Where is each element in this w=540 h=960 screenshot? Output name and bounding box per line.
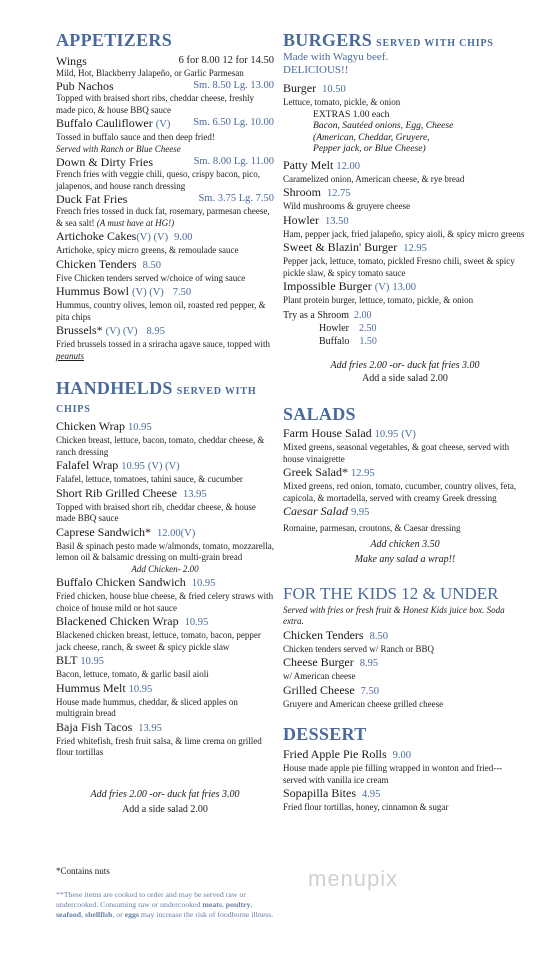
item-name: BLT <box>56 653 78 668</box>
item-desc: Artichoke, spicy micro greens, & remoulade sauce <box>56 245 239 256</box>
menu-item <box>56 323 274 362</box>
item-desc: w/ American cheese <box>283 671 356 682</box>
contains-nuts-note: *Contains nuts <box>56 866 110 876</box>
item-desc: French fries with veggie chili, queso, crispy bacon, pico, jalapenos, and house ranch dressing <box>56 169 260 191</box>
extras-label: EXTRAS 1.00 each <box>313 108 390 120</box>
item-price: 10.50 <box>322 84 346 95</box>
extras-line: Pepper jack, or Blue Cheese) <box>313 143 426 154</box>
allergen-peanuts: peanuts <box>56 350 84 361</box>
menu-item <box>283 81 527 155</box>
item-price: 10.95 <box>184 617 209 629</box>
vegan-tag: (V) <box>155 119 171 131</box>
menu-item <box>56 653 274 681</box>
item-price: 10.95 <box>374 429 399 441</box>
menu-item <box>56 525 274 576</box>
burgers-subtitle: SERVED WITH CHIPS <box>376 38 494 49</box>
item-desc: Topped with braised short ribs, cheddar cheese, freshly made pico, & house BBQ sauce <box>56 93 255 115</box>
item-desc-note: (A must have at HG!) <box>96 217 175 228</box>
salads-title: SALADS <box>283 403 356 424</box>
dessert-section <box>283 724 527 813</box>
item-desc: Mixed greens, red onion, tomato, cucumber, country olives, feta, capicola, & mortadella, served with creamy Greek dressing <box>283 481 517 503</box>
item-price: 13.95 <box>182 488 207 500</box>
add-salad-note: Add a side salad 2.00 <box>122 803 208 815</box>
item-desc: Caramelized onion, American cheese, & rye bread <box>283 173 465 184</box>
item-desc: Basil & spinach pesto made w/almonds, tomato, mozzarella, lemon oil & balsamic dressing on multi-grain bread <box>56 540 274 563</box>
item-name: Impossible Burger <box>283 279 372 293</box>
item-desc-note: Served with Ranch or Blue Cheese <box>56 143 181 154</box>
menu-item <box>283 504 527 535</box>
item-desc: Blackened chicken breast, lettuce, tomato, bacon, pepper jack cheese, ranch, & sweet & spicy pickle slaw <box>56 630 261 652</box>
item-name: Wings <box>56 53 87 68</box>
try-option-price: 2.50 <box>359 322 377 334</box>
vegan-tag: (V) <box>401 429 416 441</box>
vegan-tag: (V) <box>374 282 390 293</box>
add-salad-note: Add a side salad 2.00 <box>362 372 448 384</box>
item-name: Greek Salad* <box>283 465 348 480</box>
item-name: Fried Apple Pie Rolls <box>283 747 387 762</box>
item-name: Buffalo Cauliflower <box>56 116 153 131</box>
menu-item <box>56 284 274 323</box>
item-desc: Bacon, lettuce, tomato, & garlic basil aioli <box>56 669 209 680</box>
item-price: 8.95 <box>359 658 379 670</box>
item-desc: Fried flour tortillas, honey, cinnamon & sugar <box>283 802 449 813</box>
item-desc: Ham, pepper jack, fried jalapeño, spicy aioli, & spicy micro greens <box>283 228 525 239</box>
item-name: Farm House Salad <box>283 426 372 441</box>
item-name: Duck Fat Fries <box>56 192 128 207</box>
item-name: Howler <box>283 212 319 227</box>
item-price: 10.95 <box>127 422 152 434</box>
item-name: Baja Fish Tacos <box>56 719 133 734</box>
menu-item <box>283 683 527 711</box>
try-as-options <box>283 309 527 348</box>
item-name: Caprese Sandwich* <box>56 524 151 539</box>
menu-item <box>56 575 274 614</box>
item-name: Shroom <box>283 185 322 199</box>
item-name: Grilled Cheese <box>283 682 355 697</box>
item-desc: Fried chicken, house blue cheese, & fried celery straws with choice of house mild or hot sauce <box>56 591 274 613</box>
burgers-section <box>283 30 527 384</box>
make-wrap-note: Make any salad a wrap!! <box>354 553 456 565</box>
add-fries-note: Add fries 2.00 -or- duck fat fries 3.00 <box>330 359 480 371</box>
item-name: Sweet & Blazin' Burger <box>283 240 398 254</box>
left-column <box>56 30 274 815</box>
item-name: Blackened Chicken Wrap <box>56 614 179 629</box>
menu-item <box>283 426 527 465</box>
menu-item <box>283 628 527 656</box>
item-price: Sm. 3.75 Lg. 7.50 <box>198 193 274 205</box>
item-desc: Tossed in buffalo sauce and then deep fried! <box>56 132 215 143</box>
menu-item <box>283 747 527 786</box>
item-desc: French fries tossed in duck fat, rosemary, parmesan cheese, & sea salt! <box>56 206 270 228</box>
item-desc: Hummus, country olives, lemon oil, roasted red pepper, & pita chips <box>56 300 266 322</box>
item-name: Short Rib Grilled Cheese <box>56 485 177 500</box>
item-price: Sm. 8.00 Lg. 11.00 <box>193 156 274 168</box>
item-price: 8.50 <box>142 259 161 271</box>
menu-item <box>56 155 274 192</box>
menu-item <box>283 465 527 504</box>
menu-item <box>56 192 274 229</box>
item-price: 12.95 <box>403 243 427 254</box>
menu-item <box>56 458 274 486</box>
kids-note: Served with fries or fresh fruit & Honest Kids juice box. Soda extra. <box>283 604 505 627</box>
handhelds-section <box>56 378 274 815</box>
item-desc: Falafel, lettuce, tomatoes, tahini sauce, & cucumber <box>56 474 243 485</box>
item-price: 12.95 <box>350 468 375 480</box>
vegan-tag: (V) (V) <box>136 232 169 244</box>
item-price: 4.95 <box>362 789 381 801</box>
item-desc: Fried whitefish, fresh fruit salsa, & lime crema on grilled flour tortillas <box>56 735 262 758</box>
menu-item <box>56 116 274 155</box>
item-desc: House made apple pie filling wrapped in wonton and fried--- served with vanilla ice cream <box>283 763 503 785</box>
item-name: Falafel Wrap <box>56 458 119 473</box>
menupix-watermark: menupix <box>308 866 399 891</box>
menu-item <box>56 54 274 80</box>
burgers-title: BURGERS <box>283 30 373 50</box>
item-price: 12.75 <box>327 188 351 199</box>
footnotes <box>56 866 278 920</box>
item-name: Chicken Wrap <box>56 419 125 434</box>
item-price: Sm. 8.50 Lg. 13.00 <box>193 80 274 92</box>
try-option-name: Howler <box>319 322 349 334</box>
item-desc: Chicken tenders served w/ Ranch or BBQ <box>283 643 434 654</box>
disclaimer: **These items are cooked to order and may be served raw or undercooked. Consuming raw or undercooked meats, poultry, seafood, shellfish, or eggs may increase the risk of foodborne illness. <box>56 890 274 919</box>
try-option-name: Buffalo <box>319 335 350 347</box>
menu-item <box>283 185 527 213</box>
item-name: Cheese Burger <box>283 655 354 670</box>
item-price: 10.95 <box>80 656 104 668</box>
item-price: 9.00 <box>174 232 193 244</box>
item-name: Patty Melt <box>283 157 334 172</box>
appetizers-section <box>56 30 274 362</box>
item-price: 8.95 <box>146 326 165 338</box>
item-desc: House made hummus, cheddar, & sliced apples on multigrain bread <box>56 696 238 719</box>
item-price: 10.95 <box>191 578 216 590</box>
item-price: 6 for 8.00 12 for 14.50 <box>178 54 274 66</box>
vegan-tag: (V) (V) <box>105 326 138 338</box>
item-price: 8.50 <box>369 630 388 642</box>
add-chicken-note: Add chicken 3.50 <box>370 538 440 550</box>
item-desc: Plant protein burger, lettuce, tomato, pickle, & onion <box>283 295 474 305</box>
menu-item <box>56 257 274 285</box>
handhelds-subtitle: SERVED WITH CHIPS <box>56 386 257 416</box>
item-price: 13.50 <box>325 215 349 227</box>
menu-item <box>283 158 527 186</box>
item-name: Caesar Salad <box>283 504 349 519</box>
menu-item <box>56 79 274 116</box>
burgers-tagline: Made with Wagyu beef. <box>283 51 389 63</box>
menu-item <box>283 240 527 279</box>
menu-item <box>56 614 274 653</box>
add-fries-note: Add fries 2.00 -or- duck fat fries 3.00 <box>90 788 240 800</box>
item-name: Chicken Tenders <box>283 627 364 642</box>
try-as-price: 2.00 <box>354 309 372 321</box>
item-price: 12.00(V) <box>156 527 196 539</box>
item-name: Down & Dirty Fries <box>56 155 153 170</box>
dessert-title: DESSERT <box>283 724 367 745</box>
menu-item <box>283 655 527 683</box>
item-name: Chicken Tenders <box>56 256 137 271</box>
item-name: Buffalo Chicken Sandwich <box>56 575 186 590</box>
item-desc: Pepper jack, lettuce, tomato, pickled Fresno chili, sweet & spicy pickle slaw, & spicy tomato sauce <box>283 256 515 278</box>
item-name: Pub Nachos <box>56 79 114 94</box>
item-desc: Five Chicken tenders served w/choice of wing sauce <box>56 272 246 283</box>
item-name: Artichoke Cakes <box>56 229 137 244</box>
menu-item <box>56 720 274 759</box>
item-desc: Romaine, parmesan, croutons, & Caesar dressing <box>283 523 461 534</box>
item-price: 10.95 <box>128 683 153 695</box>
item-desc: Fried brussels tossed in a sriracha agave sauce, topped with <box>56 339 270 350</box>
item-name: Hummus Bowl <box>56 284 130 299</box>
item-desc: Gruyere and American cheese grilled cheese <box>283 698 444 709</box>
menu-item <box>56 486 274 525</box>
item-price: 7.50 <box>360 685 380 697</box>
add-chicken-note: Add Chicken- 2.00 <box>131 563 199 574</box>
item-price: 12.00 <box>336 160 360 172</box>
item-name: Burger <box>283 81 317 95</box>
kids-title: FOR THE KIDS 12 & UNDER <box>283 583 499 603</box>
menu-item <box>56 681 274 720</box>
menu-item <box>283 213 527 241</box>
vegan-tag: (V) (V) <box>147 461 180 473</box>
item-price: 7.50 <box>172 287 192 299</box>
appetizers-title: APPETIZERS <box>56 30 173 50</box>
item-desc: Wild mushrooms & gruyere cheese <box>283 201 411 211</box>
menu-item <box>283 786 527 814</box>
item-price: 13.95 <box>138 722 162 734</box>
menu-item <box>283 279 527 307</box>
menu-item <box>56 229 274 257</box>
item-desc: Lettuce, tomato, pickle, & onion <box>283 97 401 107</box>
try-option-price: 1.50 <box>359 335 377 347</box>
item-name: Sopapilla Bites <box>283 786 356 801</box>
right-column <box>283 30 527 814</box>
item-desc: Mixed greens, seasonal vegetables, & goat cheese, served with house vinaigrette <box>283 442 510 464</box>
item-price: 10.95 <box>121 461 145 473</box>
try-as-label: Try as a Shroom <box>283 309 350 321</box>
extras-line: (American, Cheddar, Gruyere, <box>313 131 430 143</box>
kids-section <box>283 583 527 711</box>
item-price: 13.00 <box>392 282 416 293</box>
item-name: Hummus Melt <box>56 680 126 695</box>
item-price: 9.95 <box>351 507 370 519</box>
burgers-tagline-2: DELICIOUS!! <box>283 64 349 76</box>
extras-line: Bacon, Sautéed onions, Egg, Cheese <box>313 120 454 131</box>
vegan-tag: (V) (V) <box>132 287 164 299</box>
item-price: Sm. 6.50 Lg. 10.00 <box>193 117 274 129</box>
item-desc: Topped with braised short rib, cheddar cheese, & house made BBQ sauce <box>56 501 256 524</box>
item-name: Brussels* <box>56 323 103 338</box>
salads-section <box>283 404 527 565</box>
menu-item <box>56 419 274 458</box>
handhelds-title: HANDHELDS <box>56 378 173 399</box>
item-desc: Mild, Hot, Blackberry Jalapeño, or Garlic Parmesan <box>56 67 244 78</box>
item-desc: Chicken breast, lettuce, bacon, tomato, cheddar cheese, & ranch dressing <box>56 435 265 457</box>
item-price: 9.00 <box>392 750 412 762</box>
